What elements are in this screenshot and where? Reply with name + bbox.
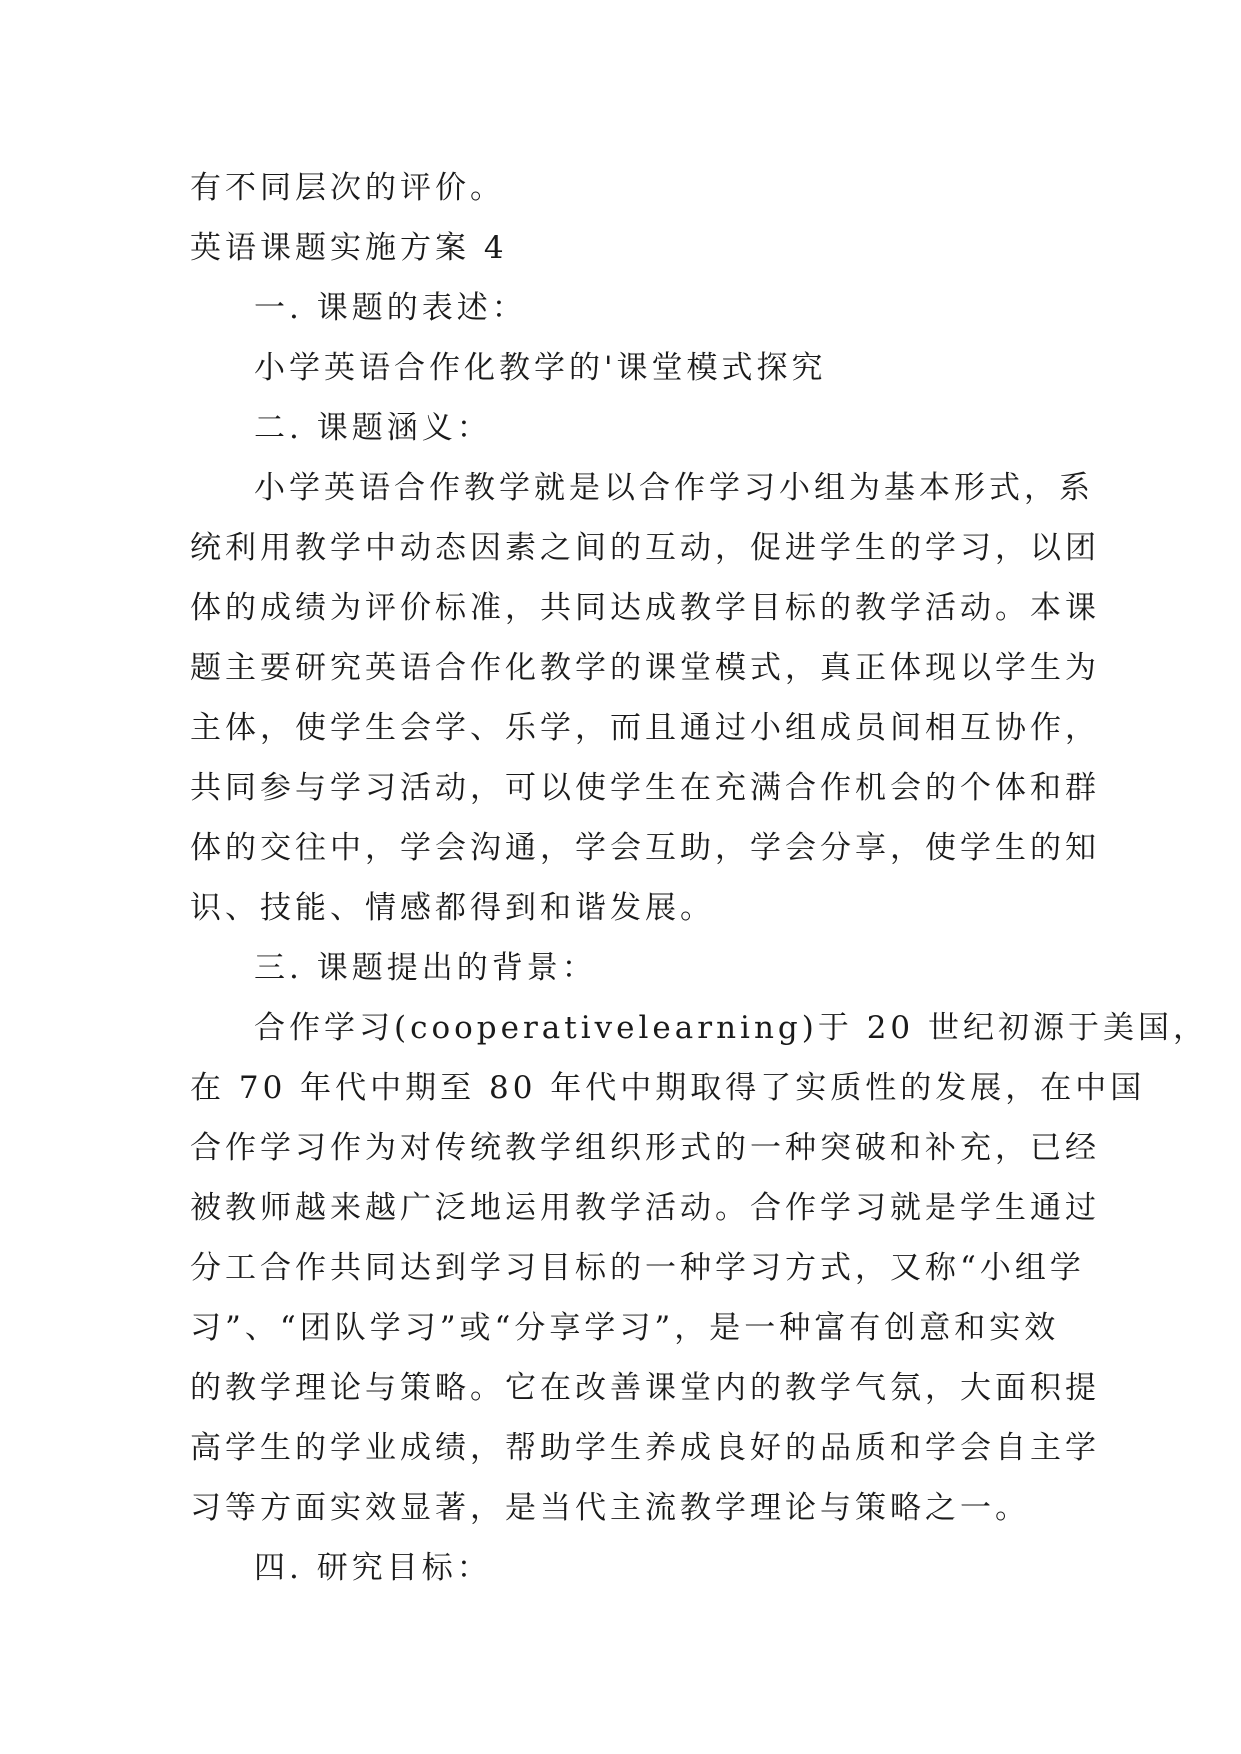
heading-4: 四. 研究目标： bbox=[254, 1550, 492, 1586]
document-body bbox=[190, 158, 1209, 1598]
paragraph-3 bbox=[190, 998, 1209, 1538]
paragraph-line: 题主要研究英语合作化教学的课堂模式，真正体现以学生为 bbox=[190, 650, 1100, 686]
paragraph-line: 的教学理论与策略。它在改善课堂内的教学气氛，大面积提 bbox=[190, 1370, 1100, 1406]
paragraph-line: 体的交往中，学会沟通，学会互助，学会分享，使学生的知 bbox=[190, 830, 1100, 866]
section-title: 英语课题实施方案 4 bbox=[190, 230, 508, 266]
paragraph-line: 识、技能、情感都得到和谐发展。 bbox=[190, 890, 715, 926]
paragraph-line: 体的成绩为评价标准，共同达成教学目标的教学活动。本课 bbox=[190, 590, 1100, 626]
paragraph-line: 习等方面实效显著，是当代主流教学理论与策略之一。 bbox=[190, 1490, 1030, 1526]
heading-3: 三. 课题提出的背景： bbox=[254, 950, 597, 986]
paragraph-2 bbox=[190, 458, 1100, 938]
paragraph-line: 在 70 年代中期至 80 年代中期取得了实质性的发展，在中国 bbox=[190, 1070, 1146, 1106]
paragraph-line: 分工合作共同达到学习目标的一种学习方式，又称“小组学 bbox=[190, 1250, 1085, 1286]
heading-1-body: 小学英语合作化教学的'课堂模式探究 bbox=[254, 350, 827, 386]
heading-2: 二. 课题涵义： bbox=[254, 410, 492, 446]
paragraph-line: 合作学习(cooperativelearning)于 20 世纪初源于美国， bbox=[254, 1010, 1209, 1046]
paragraph-line: 小学英语合作教学就是以合作学习小组为基本形式，系 bbox=[254, 470, 1094, 506]
paragraph-line: 高学生的学业成绩，帮助学生养成良好的品质和学会自主学 bbox=[190, 1430, 1100, 1466]
paragraph-line: 共同参与学习活动，可以使学生在充满合作机会的个体和群 bbox=[190, 770, 1100, 806]
paragraph-line: 统利用教学中动态因素之间的互动，促进学生的学习，以团 bbox=[190, 530, 1100, 566]
paragraph-line: 主体，使学生会学、乐学，而且通过小组成员间相互协作， bbox=[190, 710, 1100, 746]
continuation-text: 有不同层次的评价。 bbox=[190, 170, 505, 206]
paragraph-line: 合作学习作为对传统教学组织形式的一种突破和补充，已经 bbox=[190, 1130, 1100, 1166]
paragraph-line: 习”、“团队学习”或“分享学习”，是一种富有创意和实效 bbox=[190, 1310, 1060, 1346]
paragraph-line: 被教师越来越广泛地运用教学活动。合作学习就是学生通过 bbox=[190, 1190, 1100, 1226]
heading-1: 一. 课题的表述： bbox=[254, 290, 527, 326]
